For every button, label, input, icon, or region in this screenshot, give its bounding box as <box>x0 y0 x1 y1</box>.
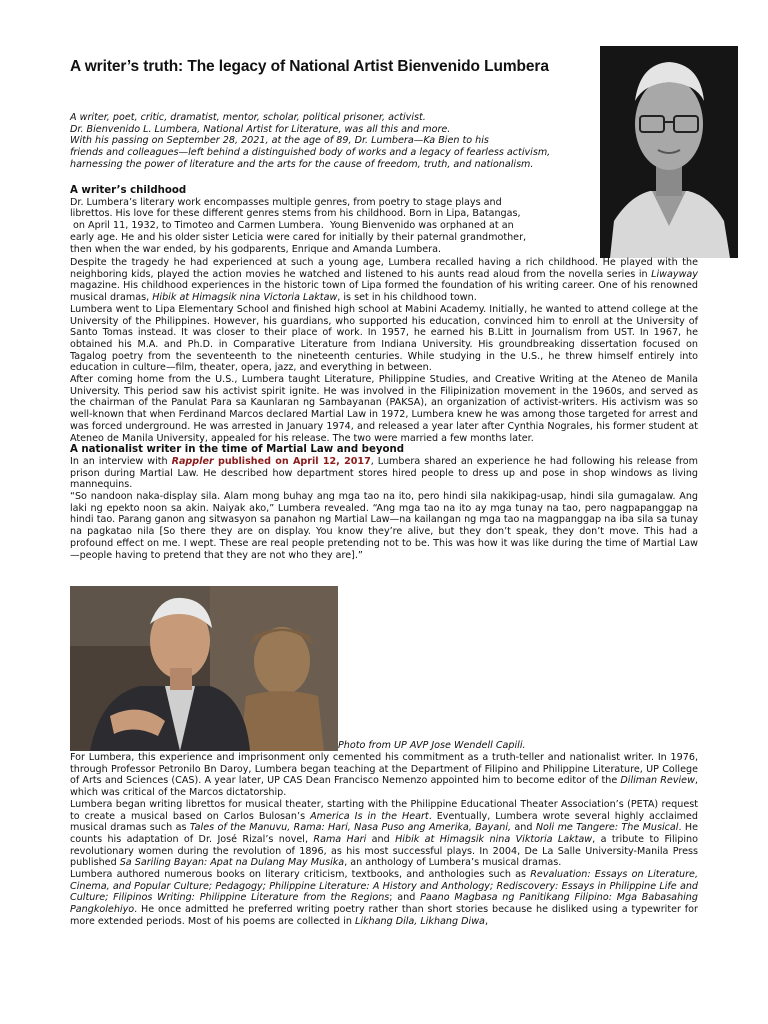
intro-line: Dr. Bienvenido L. Lumbera, National Artist for Literature, was all this and more. <box>70 123 451 135</box>
section-heading: A nationalist writer in the time of Martial Law and beyond <box>70 444 405 456</box>
body-line: librettos. His love for these different genres stems from his childhood. Born in Lipa, Batangas, <box>70 208 521 220</box>
paragraph: Lumbera went to Lipa Elementary School and finished high school at Mabini Academy. Initially, he wanted to attend college at the University of the Philippines. However, his guardians, who supported his education, convinced him to enroll at the University of Santo Tomas instead. It was closer to their place of work. In 1957, he earned his B.Litt in Journalism from UST. In 1967, he obtained his M.A. and Ph.D. in Comparative Literature from Indiana University. His groundbreaking dissertation focused on Tagalog poetry from the seventeenth to the nineteenth centuries. While studying in the U.S., he threw himself entirely into education in culture—film, theater, opera, jazz, and everything in between. <box>70 303 698 374</box>
paragraph: Lumbera began writing librettos for musical theater, starting with the Philippine Educational Theater Association’s (PETA) request to create a musical based on Carlos Bulosan’s America Is in the Heart. Eventually, Lumbera wrote several highly acclaimed musical dramas such as Tales of the Manuvu, Rama: Hari, Nasa Puso ang Amerika, Bayani, and Noli me Tangere: The Musical. He counts his adaptation of Dr. José Rizal’s novel, Rama Hari and Hibik at Himagsik nina Viktoria Laktaw, a tribute to Filipino revolutionary women during the revolution of 1896, as his most successful plays. In 2004, De La Salle University-Manila Press published Sa Sariling Bayan: Apat na Dulang May Musika, an anthology of Lumbera’s musical dramas. <box>70 798 698 869</box>
paragraph: Despite the tragedy he had experienced at such a young age, Lumbera recalled having a rich childhood. He played with the neighboring kids, played the action movies he watched and listened to his aunts read aloud from the novella series in Liwayway magazine. His childhood experiences in the historic town of Lipa formed the foundation of his writing career. One of his renowned musical dramas, Hibik at Himagsik nina Victoria Laktaw, is set in his childhood town. <box>70 257 698 304</box>
intro-line: A writer, poet, critic, dramatist, mentor, scholar, political prisoner, activist. <box>70 112 426 123</box>
rappler-link[interactable]: Rappler <box>171 455 214 467</box>
article-title: A writer’s truth: The legacy of National Artist Bienvenido Lumbera <box>70 58 549 75</box>
photo-caption: Photo from UP AVP Jose Wendell Capili. <box>338 740 526 751</box>
intro-paragraph <box>70 112 595 171</box>
quote-paragraph: “So nandoon naka-display sila. Alam mong buhay ang mga tao na ito, pero hindi sila nakikipag-usap, hindi sila gumagalaw. Ang laki ng epekto noon sa akin. Naiyak ako,” Lumbera revealed. “Ang mga tao na ito ay mga tunay na tao, pero nagpapanggap na hindi tao. Parang ganon ang sitwasyon sa panahon ng Martial Law—na kailangan ng mga tao na magpanggap na iba sila sa tunay na pagkatao nila [So there they are on display. You know they’re alive, but they don’t speak, they don’t move. This had a profound effect on me. I wept. These are real people pretending not to be. This was how it was like during the time of Martial Law—people having to pretend that they are not who they are].” <box>70 491 698 561</box>
body-line: early age. He and his older sister Leticia were cared for initially by their paternal grandmother, <box>70 231 527 243</box>
portrait-photo <box>600 46 738 258</box>
paragraph: For Lumbera, this experience and imprisonment only cemented his commitment as a truth-teller and nationalist writer. In 1976, through Professor Petronilo Bn Daroy, Lumbera began teaching at the Department of Filipino and Philippine Literature, UP College of Arts and Sciences (CAS). A year later, UP CAS Dean Francisco Nemenzo appointed him to become editor of the Diliman Review, which was critical of the Marcos dictatorship. <box>70 752 698 799</box>
body-line: Dr. Lumbera’s literary work encompasses multiple genres, from poetry to stage plays and <box>70 196 502 208</box>
intro-line: With his passing on September 28, 2021, at the age of 89, Dr. Lumbera—Ka Bien to his <box>70 135 489 147</box>
paragraph: Lumbera authored numerous books on literary criticism, textbooks, and anthologies such as Revaluation: Essays on Literature, Cinema, and Popular Culture; Pedagogy; Philippine Literature: A History and Anthology; Rediscovery: Essays in Philippine Life and Culture; Filipinos Writing: Philippine Literature from the Regions; and Paano Magbasa ng Panitikang Filipino: Mga Babasahing Pangkolehiyo. He once admitted he preferred writing poetry rather than short stories because he disliked using a typewriter for more extended periods. Most of his poems are collected in Likhang Dila, Likhang Diwa, <box>70 869 698 927</box>
body-line: on April 11, 1932, to Timoteo and Carmen Lumbera. Young Bienvenido was orphaned at an <box>70 220 514 232</box>
article-body-continued <box>70 752 698 928</box>
section-heading: A writer’s childhood <box>70 185 187 196</box>
body-line: then when the war ended, by his godparents, Enrique and Amanda Lumbera. <box>70 243 442 255</box>
section-childhood <box>70 185 595 255</box>
article-body <box>70 257 698 561</box>
publish-date-link[interactable]: published on April 12, 2017 <box>213 455 371 467</box>
paragraph: In an interview with Rappler published on April 12, 2017, Lumbera shared an experience he had following his release from prison during Martial Law. He described how department stores hired people to dress up and pose in shop windows as living mannequins. <box>70 455 698 491</box>
interview-photo <box>70 586 338 751</box>
intro-line: harnessing the power of literature and the arts for the cause of freedom, truth, and nationalism. <box>70 158 534 170</box>
intro-line: friends and colleagues—left behind a distinguished body of works and a legacy of fearless activism, <box>70 147 551 159</box>
paragraph: After coming home from the U.S., Lumbera taught Literature, Philippine Studies, and Creative Writing at the Ateneo de Manila University. This period saw his activist spirit ignite. He was involved in the Filipinization movement in the 1960s, and served as the chairman of the Panulat Para sa Kaunlaran ng Sambayanan (PAKSA), an organization of activist-writers. His activism was so well-known that when Ferdinand Marcos declared Martial Law in 1972, Lumbera knew he was among those targeted for arrest and was forced underground. He was arrested in January 1974, and released a year later after Cynthia Nograles, his former student at Ateneo de Manila University, appealed for his release. The two were married a few months later. <box>70 374 698 444</box>
